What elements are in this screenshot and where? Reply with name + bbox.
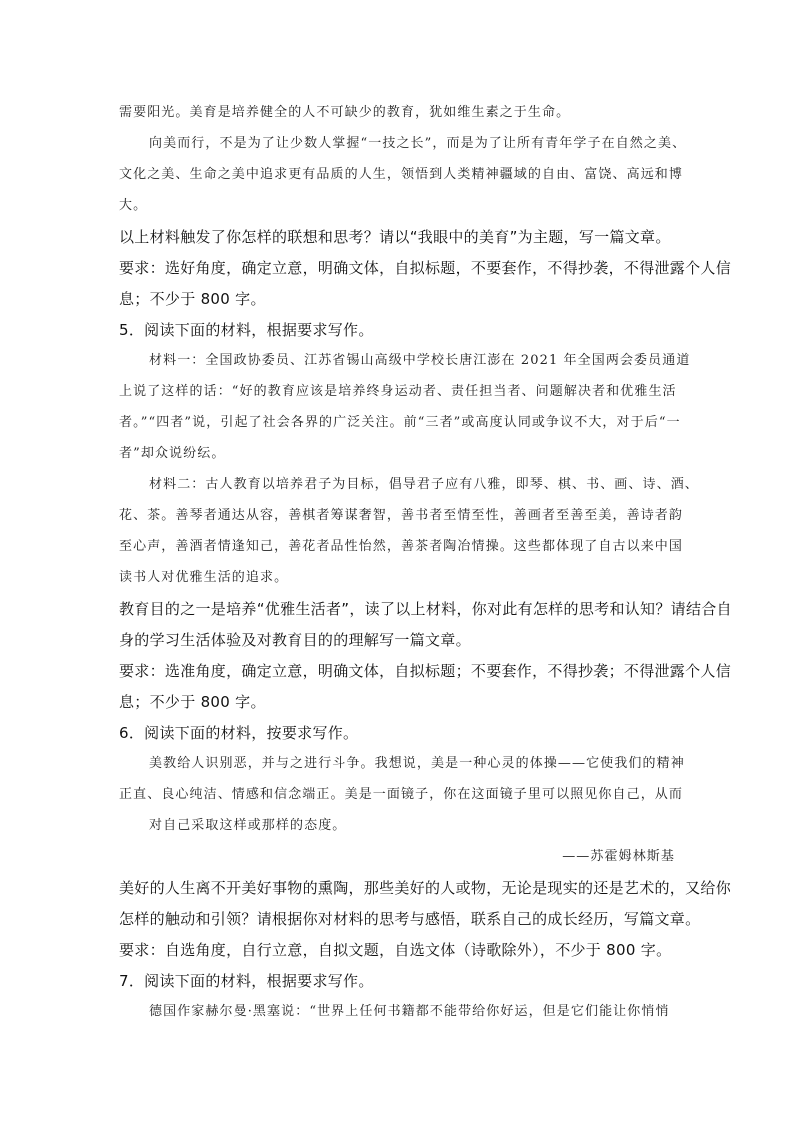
material-line: 材料二：古人教育以培养君子为目标，倡导君子应有八雅，即琴、棋、书、画、诗、酒、 [149,477,699,492]
material-line: 者”却众说纷纭。 [119,446,226,461]
requirement-text: 要求：选准角度，确定立意，明确文体，自拟标题；不要套作，不得抄袭；不得泄露个人信 [119,662,732,680]
requirement-text: 要求：选好角度，确定立意，明确文体，自拟标题，不要套作，不得抄袭，不得泄露个人信 [119,259,732,277]
prompt-text: 身的学习生活体验及对教育目的的理解写一篇文章。 [119,631,471,649]
prompt-text: 美好的人生离不开美好事物的熏陶，那些美好的人或物，无论是现实的还是艺术的，又给你 [119,879,732,897]
material-line: 文化之美、生命之美中追求更有品质的人生，领悟到人类精神疆域的自由、富饶、高远和博 [119,167,684,182]
question-heading: 7．阅读下面的材料，根据要求写作。 [119,972,374,990]
requirement-text: 要求：自选角度，自行立意，自拟文题，自选文体（诗歌除外），不少于 800 字。 [119,941,672,959]
requirement-text: 息；不少于 800 字。 [119,693,266,711]
material-line: 德国作家赫尔曼·黑塞说：“世界上任何书籍都不能带给你好运，但是它们能让你悄悄 [149,1004,670,1019]
question-heading: 6．阅读下面的材料，按要求写作。 [119,724,359,742]
material-line: 读书人对优雅生活的追求。 [119,570,289,585]
material-line: 者。”“四者”说，引起了社会各界的广泛关注。前“三者”或高度认同或争议不大，对于后“一 [119,415,681,430]
attribution: ——苏霍姆林斯基 [562,849,675,864]
material-line: 材料一：全国政协委员、江苏省锡山高级中学校长唐江澎在 2021 年全国两会委员通道 [149,353,691,368]
prompt-text: 以上材料触发了你怎样的联想和思考？请以“我眼中的美育”为主题，写一篇文章。 [119,228,671,246]
material-line: 美教给人识别恶，并与之进行斗争。我想说，美是一种心灵的体操——它使我们的精神 [149,756,685,771]
material-line: 需要阳光。美育是培养健全的人不可缺少的教育，犹如维生素之于生命。 [119,105,571,120]
material-line: 大。 [119,198,148,213]
material-line: 向美而行，不是为了让少数人掌握“一技之长”，而是为了让所有青年学子在自然之美、 [149,136,687,151]
material-line: 对自己采取这样或那样的态度。 [149,818,347,833]
material-line: 至心声，善酒者情逢知己，善花者品性怡然，善茶者陶冶情操。这些都体现了自古以来中国 [119,539,684,554]
requirement-text: 息；不少于 800 字。 [119,290,266,308]
question-heading: 5．阅读下面的材料，根据要求写作。 [119,321,374,339]
prompt-text: 怎样的触动和引领？请根据你对材料的思考与感悟，联系自己的成长经历，写篇文章。 [119,910,701,928]
material-line: 正直、良心纯洁、情感和信念端正。美是一面镜子，你在这面镜子里可以照见你自己，从而 [119,787,684,802]
prompt-text: 教育目的之一是培养“优雅生活者”，读了以上材料，你对此有怎样的思考和认知？请结合自 [119,600,732,618]
material-line: 花、茶。善琴者通达从容，善棋者筹谋奢智，善书者至情至性，善画者至善至美，善诗者韵 [119,508,684,523]
material-line: 上说了这样的话：“好的教育应该是培养终身运动者、责任担当者、问题解决者和优雅生活 [119,384,677,399]
